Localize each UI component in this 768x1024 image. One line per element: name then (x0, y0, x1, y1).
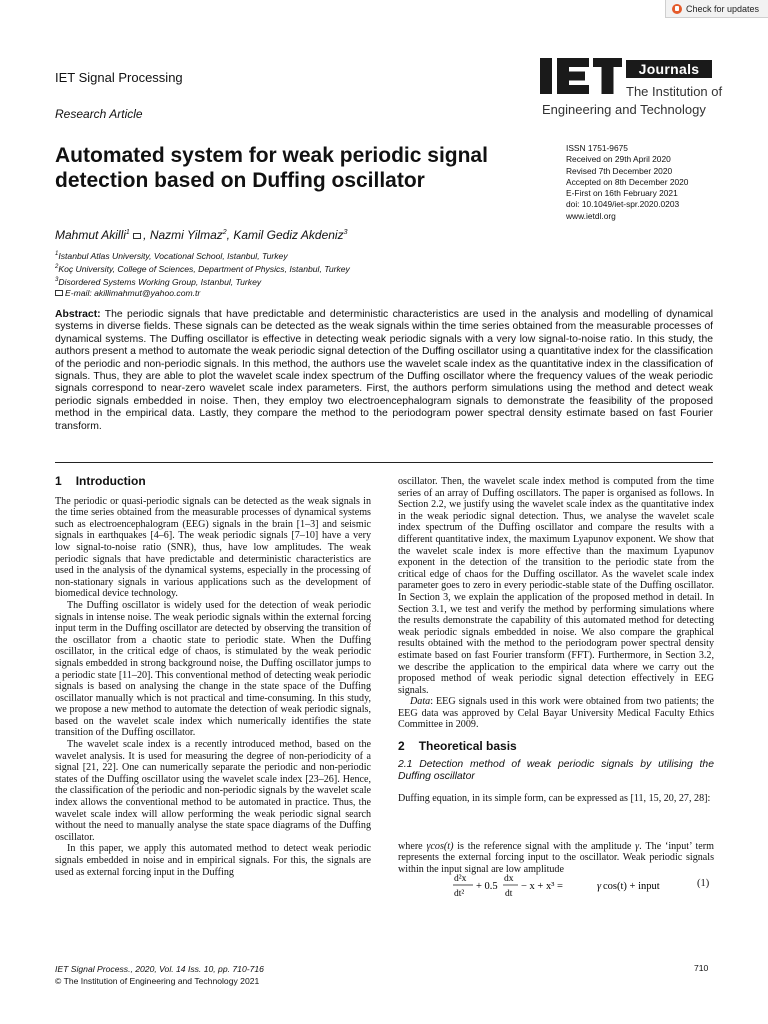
eq-denominator-dt2: dt² (454, 889, 465, 899)
affiliation-number: 2 (55, 264, 59, 270)
received-date: Received on 29th April 2020 (566, 154, 671, 165)
affiliation-text: Istanbul Atlas University, Vocational School, Istanbul, Turkey (58, 250, 288, 261)
institution-line-1: The Institution of (626, 84, 723, 99)
equation-number: (1) (697, 878, 710, 889)
subsection-heading: 2.1 Detection method of weak periodic signals by utilising the Duffing oscillator (398, 758, 714, 782)
math-gamma-cos: γcos(t) (426, 840, 454, 852)
iet-letters-logo (540, 58, 622, 94)
eq-coefficient: + 0.5 (476, 881, 498, 892)
check-for-updates-button[interactable] (665, 0, 768, 18)
section-number: 1 (55, 474, 62, 488)
affiliation-text: Disordered Systems Working Group, Istanbul, Turkey (58, 276, 262, 287)
e-first-date: E-First on 16th February 2021 (566, 188, 678, 199)
paragraph: The wavelet scale index is a recently introduced method, based on the wavelet analysis. It is used for measuring the degree of non-periodicity of a signal [21, 22]. One can numerically separate the periodic and non-periodic states of the Duffing oscillator using the wavelet scale index [23–26]. Hence, the classification of the periodic and non-periodic signals by the wavelet scale index allows the conventional method to be automated in practice. Thus, the wavelet scale index will allow performing the weak periodic signal search without the need to manually analyse the state space diagrams of the Duffing oscillator. (55, 739, 371, 843)
eq-gamma: γ (597, 881, 602, 892)
copyright: © The Institution of Engineering and Technology 2021 (55, 976, 260, 986)
email-line (55, 288, 655, 299)
author-affil-number: 2 (222, 229, 227, 236)
text-run: where (398, 840, 427, 852)
article-metadata (566, 143, 756, 222)
paragraph: In this paper, we apply this automated method to detect weak periodic signals embedded in noise and in empirical signals. For this, the signals are used as external forcing input in the Duffing (55, 843, 371, 878)
footer-citation (55, 963, 264, 987)
eq-numerator-d2x: d²x (454, 874, 467, 884)
section-heading (398, 741, 714, 753)
email-icon (133, 233, 141, 239)
institution-line-2: Engineering and Technology (542, 102, 706, 117)
abstract (55, 309, 713, 433)
eq-numerator-dx: dx (504, 874, 514, 884)
math-gamma: γ (635, 840, 640, 852)
crossmark-icon (672, 4, 682, 14)
section-title: Introduction (75, 474, 146, 488)
paragraph: The Duffing oscillator is widely used for the detection of weak periodic signals in intense noise. The weak periodic signals within the external forcing input term in the Duffing oscillator are detected by observing the transition of the oscillator from a chaotic state to periodic state. When the Duffing oscillator, in the critical edge of chaos, is stimulated by the weak periodic signals embedded in strong background noise, the Duffing oscillator jumps to a periodic state [11–20]. This conventional method of detecting weak periodic signals is based on analysing the change in the state space of the Duffing oscillator manually which is not practical and time-consuming. In this study, we propose a new method to automate the detection of weak periodic signals, based on the wavelet scale index which numerically identifies the state transition of the Duffing oscillator. (55, 599, 371, 739)
abstract-label: Abstract: (55, 309, 101, 320)
section-heading (55, 476, 371, 488)
author-affil-number: 1 (125, 229, 130, 236)
affiliation (55, 249, 655, 262)
check-for-updates-label: Check for updates (686, 3, 760, 14)
divider (55, 462, 713, 463)
page-number: 710 (694, 963, 709, 973)
affiliation (55, 262, 655, 275)
eq-rest: − x + x³ = (521, 881, 563, 892)
article-type: Research Article (55, 107, 143, 121)
affiliation-number: 3 (55, 277, 59, 283)
text-run: is the reference signal with the amplitude (453, 840, 636, 852)
section-number: 2 (398, 739, 405, 754)
journals-badge: Journals (626, 60, 712, 78)
citation: IET Signal Process., 2020, Vol. 14 Iss. 10, pp. 710-716 (55, 964, 264, 974)
author-list: Mahmut Akilli$^1$ , Nazmi Yilmaz$^2$, Kamil Gediz Akdeniz$^3$ (55, 228, 348, 242)
journal-name: IET Signal Processing (55, 70, 183, 85)
paper-title: Automated system for weak periodic signal detection based on Duffing oscillator (55, 144, 488, 192)
data-text: : EEG signals used in this work were obtained from two patients; the EEG data was approved by Celal Bayar University Medical Faculty Ethics Committee in 2009. (398, 696, 714, 731)
paragraph: oscillator. Then, the wavelet scale index method is computed from the time series of an array of Duffing oscillators. The paper is organised as follows. In Section 2.2, we justify using the wavelet scale index as the quantitative index in the weak periodic signal detection. Thus, we analyse the wavelet scale index spectrum of the Duffing oscillator and compare the results with a different quantitative index, the maximum Lyapunov exponent. We show that the wavelet scale index is more effective than the maximum Lyapunov exponent in the detection of the transition to the periodic state from the critical edge of chaos for the Duffing oscillator. As the wavelet scale index parameter goes to zero in every periodic-stable state of the Duffing oscillator. In Section 3, we explain the application of the proposed method in detail. In Section 3.1, we test and verify the method by performing simulations where the results demonstrate the capability of this automated method for detecting weak periodic signals embedded in noise. We also compare the graphical results obtained with the method to the periodogram power spectral density estimate based on fast Fourier transform (FFT). Furthermore, in Section 3.2, we describe the application to the empirical data where we carry out the proposed method of weak periodic signal detection effectively in EEG signals. (398, 476, 714, 696)
left-column (55, 476, 371, 878)
author-name[interactable]: Kamil Gediz Akdeniz (233, 228, 344, 242)
affiliation (55, 275, 655, 288)
duffing-equation (452, 870, 717, 902)
section-title: Theoretical basis (418, 739, 517, 754)
data-label: Data (410, 696, 431, 708)
issn: ISSN 1751-9675 (566, 143, 628, 153)
revised-date: Revised 7th December 2020 (566, 165, 673, 176)
doi[interactable]: doi: 10.1049/iet-spr.2020.0203 (566, 199, 680, 210)
affiliation-text: Koç University, College of Sciences, Department of Physics, Istanbul, Turkey (58, 263, 350, 274)
email-address[interactable]: E-mail: akillimahmut@yahoo.com.tr (65, 288, 201, 298)
right-column (398, 476, 714, 875)
text-run: . The ‘input’ term represents the external forcing input to the oscillator. Weak periodic signals within the input signal are low amplitude (398, 840, 714, 875)
paragraph: The periodic or quasi-periodic signals can be detected as the weak signals in the time series obtained from the measurable processes of dynamical systems such as electroencephalogram (EEG) signals in the brain [1–3] and seismic signals in earthquakes [4–6]. The weak periodic signals [7–10] have a very low signal-to-noise ratio (SNR), thus, have low amplitudes. The weak periodic signals that have predictable and deterministic characteristics are used in the analysis of the dynamical systems, especially in the processing of non-stationary signals in various applications such as the development of biomedical device technology. (55, 495, 371, 600)
abstract-text: The periodic signals that have predictable and deterministic characteristics are used in the analysis and modelling of dynamical systems in diverse fields. These signals can be detected as the weak signals within the time series obtained from the measurable processes of dynamical systems. The Duffing oscillator is effective in detecting weak periodic signals with a very low signal-to-noise ratio. In this study, the authors present a method to automate the weak periodic signal detection of the Duffing oscillator using a quantitative index for the classification of the periodic and non-periodic signals. In this method, the authors use the wavelet scale index as the quantitative index in the classification of signals. Thus, they are able to plot the wavelet scale index spectrum of the Duffing oscillator where the frequency values of the weak periodic signals correspond to near-zero wavelet scale index parameters. First, the authors perform simulations using the method and detect weak periodic signals embedded in noise. Then, they employ two electroencephalogram signals to demonstrate the feasibility of the proposed method in the empirical data. Lastly, they compare the method to the periodogram power spectral density estimate based on fast Fourier transform. (55, 309, 714, 432)
data-statement (398, 696, 714, 731)
eq-forcing: cos(t) + input (603, 881, 660, 892)
iet-logo (540, 58, 723, 120)
paragraph: Duffing equation, in its simple form, can be expressed as [11, 15, 20, 27, 28]: (398, 792, 711, 804)
accepted-date: Accepted on 8th December 2020 (566, 176, 689, 187)
email-icon (55, 290, 63, 296)
eq-denominator-dt: dt (505, 889, 513, 899)
affiliation-number: 1 (55, 251, 59, 257)
author-affil-number: 3 (343, 229, 348, 236)
website[interactable]: www.ietdl.org (566, 210, 616, 221)
author-name[interactable]: Nazmi Yilmaz (149, 228, 223, 242)
author-name[interactable]: Mahmut Akilli (55, 228, 126, 242)
